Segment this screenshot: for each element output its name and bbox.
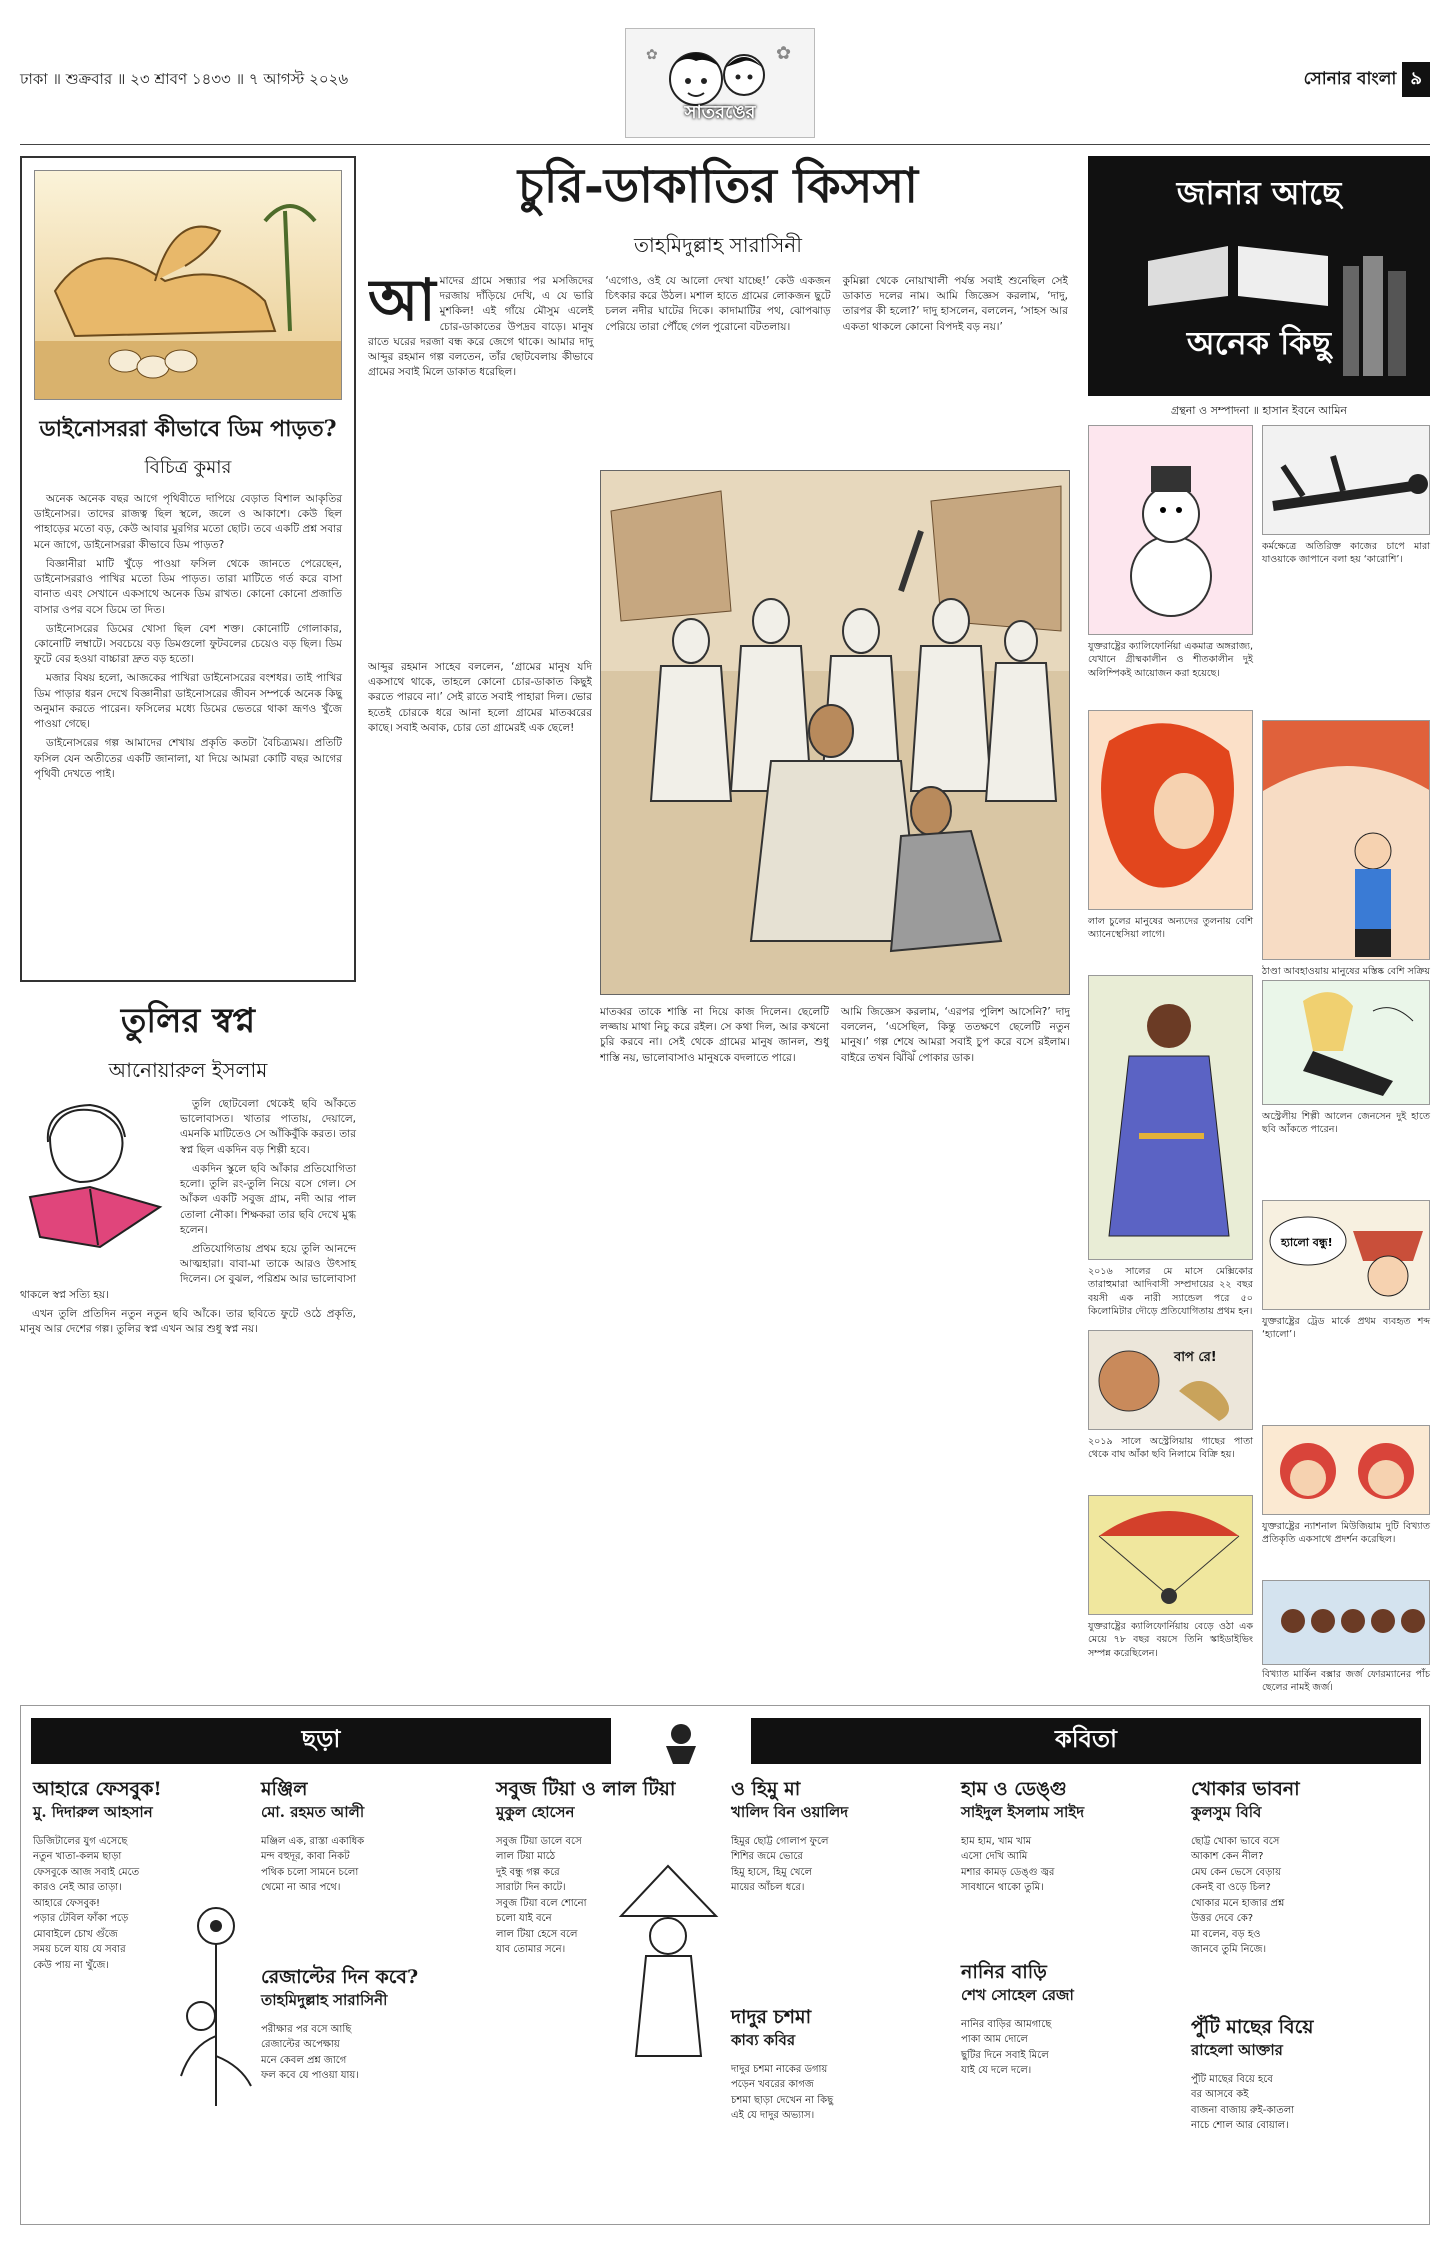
paragraph: ডাইনোসরের ডিমের খোসা ছিল বেশ শক্ত। কোনোটি গোলাকার, কোনোটি লম্বাটে। সবচেয়ে বড় ডিমগুলো ফুটবলের চেয়েও বড় ছিল। ডিম ফুটে বের হওয়া বাচ্চারা দ্রুত বড় হতো। — [34, 622, 342, 666]
poem-title: পুঁটি মাছের বিয়ে — [1191, 2016, 1314, 2038]
poem-line: আকাশ কেন নীল? — [1191, 1851, 1264, 1863]
fact-caption: যুক্তরাষ্ট্রের ন্যাশনাল মিউজিয়াম দুটি বিখ্যাত প্রতিকৃতি একসাথে প্রদর্শন করেছিল। — [1262, 1521, 1430, 1546]
flower-illustration — [161, 1886, 271, 2116]
tulir-author: আনোয়ারুল ইসলাম — [108, 1058, 268, 1082]
poem — [961, 1778, 1176, 1896]
dinosaur-article — [20, 156, 356, 982]
twin-portraits-illustration — [1262, 1425, 1430, 1515]
redhair-illustration — [1088, 710, 1253, 910]
paragraph: অনেক অনেক বছর আগে পৃথিবীতে দাপিয়ে বেড়াত বিশাল আকৃতির ডাইনোসর। তাদের রাজত্ব ছিল স্থলে, জলে ও আকাশে। কেউ ছিল পাহাড়ের মতো বড়, কেউ আবার মুরগির মতো ছোট। তবে একটি প্রশ্ন সবার মনে জাগে, ডাইনোসররা কীভাবে ডিম পাড়ত? — [34, 493, 342, 551]
snowman-icon — [1089, 426, 1253, 635]
fact-caption: বিখ্যাত মার্কিন বক্সার জর্জ ফোরম্যানের পাঁচ ছেলের নামই জর্জ। — [1262, 1669, 1430, 1694]
boxer-family-icon — [1263, 1581, 1430, 1665]
poem-author: শেখ সোহেল রেজা — [961, 1985, 1074, 2004]
poem-title: হাম ও ডেঙ্গু — [961, 1778, 1067, 1800]
poem-line: হাম হাম, খাম খাম — [961, 1835, 1032, 1847]
poem-lines — [1191, 1834, 1416, 1958]
fact-caption: যুক্তরাষ্ট্রের ক্যালিফোর্নিয়ায় বেড়ে ওঠা এক মেয়ে ৭৮ বছর বয়সে তিনি স্কাইডাইভিং সম্পন্ন করেছিলেন। — [1088, 1621, 1253, 1659]
farmer-illustration — [616, 1856, 721, 2076]
poem-author: মু. দিদারুল আহসান — [33, 1802, 153, 1821]
poem-title: রেজাল্টের দিন কবে? — [261, 1966, 419, 1988]
poem-line: খোকার মনে হাজার প্রশ্ন — [1191, 1897, 1285, 1909]
hello-bubble: হ্যালো বন্ধু! — [1281, 1236, 1333, 1249]
crowd-thief-icon — [601, 471, 1070, 995]
cold-brain-illustration — [1262, 720, 1430, 960]
story-column — [368, 274, 593, 529]
poem-line: লাল টিয়া মাঠে — [496, 1851, 556, 1863]
poem-line: হিমুর ছোট্ট গোলাপ ফুলে — [731, 1835, 829, 1847]
girl-reading-icon — [20, 1097, 170, 1267]
poem-author: মুকুল হোসেন — [496, 1802, 575, 1821]
paper-id — [1304, 62, 1430, 97]
poem-line: উত্তর দেবে কে? — [1191, 1913, 1254, 1925]
poem — [961, 1961, 1176, 2079]
story-text: মাদের গ্রামে সন্ধ্যার পর মসজিদের দরজায় দাঁড়িয়ে দেখি, এ যে ভারি মুশকিল! এই গাঁয়ে মৌসুম এলেই চোর-ডাকাতের উপদ্রব বাড়ে। মানুষ রাতে ঘরের দরজা বন্ধ করে জেগে থাকে। আমার দাদু আব্দুর রহমান গল্প বলতেন, তাঁর ছোটবেলায় কীভাবে গ্রামের সবাই মিলে ডাকাত ধরেছিল। — [368, 275, 594, 379]
poem-line: ছুটির দিনে সবাই মিলে — [961, 2049, 1049, 2061]
poem-line: যাব তোমার সনে। — [496, 1944, 566, 1956]
poem-line: শিশির জমে ভোরে — [731, 1851, 803, 1863]
story-title: চুরি-ডাকাতির কিসসা — [517, 158, 919, 214]
janar-credit: গ্রন্থনা ও সম্পাদনা ॥ হাসান ইবনে আমিন — [1171, 404, 1347, 417]
poem-lines — [1191, 2072, 1416, 2134]
poem-line: পুঁটি মাছের বিয়ে হবে — [1191, 2073, 1273, 2085]
masthead — [20, 28, 1430, 138]
janar-title-line1: জানার আছে — [1176, 174, 1342, 212]
poem-line: কেনই বা ওড়ে চিল? — [1191, 1882, 1271, 1894]
paragraph: বিজ্ঞানীরা মাটি খুঁড়ে পাওয়া ফসিল থেকে জানতে পেরেছেন, ডাইনোসররাও পাখির মতো ডিম পাড়ত। তারা মাটিতে গর্ত করে বাসা বানাত এবং সেখানে একসাথে অনেক ডিম রাখত। কোনো কোনো প্রজাতি বাসার ওপর বসে ডিমে তা দিত। — [34, 557, 342, 616]
poem-line: কেউ পায় না খুঁজে। — [33, 1959, 109, 1971]
dinosaur-author: বিচিত্র কুমার — [144, 457, 232, 478]
poem-author: সাইদুল ইসলাম সাইদ — [961, 1802, 1085, 1821]
poem-line: মেঘ কেন ভেসে বেড়ায় — [1191, 1866, 1282, 1878]
poem-author: মো. রহমত আলী — [261, 1802, 365, 1821]
janar-ache-header — [1088, 156, 1430, 396]
poem-line: মনে কেবল প্রশ্ন জাগে — [261, 2054, 347, 2066]
story-column: ‘এগোও, ওই যে আলো দেখা যাচ্ছে!’ কেউ একজন চিৎকার করে উঠল। মশাল হাতে গ্রামের লোকজন ছুটে চলল নদীর ঘাটের দিকে। কাদামাটির পথ, ঝোপঝাড় পেরিয়ে তারা পৌঁছে গেল পুরোনো বটতলায়। — [605, 275, 831, 333]
poem-line: ডিজিটালের যুগ এসেছে — [33, 1835, 128, 1847]
leaf-tiger-icon — [1089, 1331, 1253, 1430]
fact-caption: অস্ট্রেলীয় শিল্পী আলেন জেনসেন দুই হাতে ছবি আঁকতে পারেন। — [1262, 1111, 1430, 1136]
poem-line: দুই বন্ধু গল্প করে — [496, 1866, 560, 1878]
poem — [261, 1966, 481, 2084]
story-author: তাহমিদুল্লাহ সারাসিনী — [634, 233, 802, 257]
poem-line: জানবে তুমি নিজে। — [1191, 1944, 1267, 1956]
poem-line: এই যে দাদুর অভ্যাস। — [731, 2110, 815, 2122]
poem-title: ও হিমু মা — [731, 1778, 801, 1800]
poem-lines — [731, 1834, 946, 1896]
boxer-illustration — [1262, 1580, 1430, 1665]
kobita-banner: কবিতা — [751, 1718, 1421, 1764]
poem-lines — [731, 2062, 946, 2124]
paper-name: সোনার বাংলা — [1303, 68, 1397, 89]
poem-lines — [496, 1834, 596, 1958]
paragraph: ডাইনোসরের গল্প আমাদের শেখায় প্রকৃতি কতটা বৈচিত্র্যময়। প্রতিটি ফসিল যেন অতীতের একটি জানালা, যা দিয়ে আমরা কোটি বছর আগের পৃথিবী দেখতে পাই। — [34, 737, 342, 780]
poem-line: এসো দেখি আমি — [961, 1851, 1028, 1863]
story-column: মাতব্বর তাকে শাস্তি না দিয়ে কাজ দিলেন। ছেলেটি লজ্জায় মাথা নিচু করে রইল। সে কথা দিল, আর কখনো চুরি করবে না। সেই থেকে গ্রামের মানুষ জানল, শুধু শাস্তি নয়, ভালোবাসাও মানুষকে বদলাতে পারে। — [600, 1006, 829, 1064]
poem-line: সবুজ টিয়া বলে শোনো — [496, 1897, 587, 1909]
poem-line: কারও নেই আর তাড়া। — [33, 1882, 122, 1894]
twohand-artist-illustration — [1262, 980, 1430, 1105]
dinosaur-illustration — [34, 170, 342, 400]
hello-cowboy-illustration — [1262, 1200, 1430, 1310]
poem-author: কাব্য কবির — [731, 2030, 796, 2049]
poem-line: চলো যাই বনে — [496, 1913, 552, 1925]
rhymes-poems-section — [20, 1705, 1430, 2225]
paragraph: এখন তুলি প্রতিদিন নতুন নতুন ছবি আঁকে। তার ছবিতে ফুটে ওঠে প্রকৃতি, মানুষ আর দেশের গল্প। তুলির স্বপ্ন এখন আর শুধু স্বপ্ন নয়। — [20, 1307, 356, 1336]
poem-line: রেজাল্টের অপেক্ষায় — [261, 2039, 340, 2051]
story-column: কুমিল্লা থেকে নোয়াখালী পর্যন্ত সবাই শুনেছিল সেই ডাকাত দলের নাম। আমি জিজ্ঞেস করলাম, ‘দাদু, তারপর কী হলো?’ দাদু হাসলেন, বললেন, ‘সাহস আর একতা থাকলে কোনো বিপদই বড় নয়।’ — [842, 275, 1068, 333]
paragraph: প্রতিযোগিতায় প্রথম হয়ে তুলি আনন্দে আত্মহারা। বাবা-মা তাকে আরও উৎসাহ দিলেন। সে বুঝল, পরিশ্রম আর ভালোবাসা থাকলে স্বপ্ন সত্যি হয়। — [20, 1242, 356, 1301]
poem-line: লাল টিয়া হেসে বলে — [496, 1928, 578, 1940]
story-lower-columns — [368, 660, 592, 1690]
poem-line: আহারে ফেসবুক! — [33, 1897, 101, 1909]
poem-line: থেমো না আর পথে। — [261, 1882, 341, 1894]
paragraph: মজার বিষয় হলো, আজকের পাখিরা ডাইনোসরের বংশধর। তাই পাখির ডিম পাড়ার ধরন দেখে বিজ্ঞানীরা ডাইনোসরের জীবন সম্পর্কে অনেক কিছু অনুমান করতে পারেন। ফসিলের মধ্যে ডিমের ভেতরে থাকা ভ্রূণও খুঁজে পাওয়া গেছে। — [34, 672, 342, 731]
child-swing-icon — [621, 1716, 741, 1766]
tulir-title: তুলির স্বপ্ন — [120, 1001, 256, 1041]
poem — [731, 1778, 946, 1896]
poem-line: মায়ের আঁচল ধরে। — [731, 1882, 805, 1894]
poem-title: দাদুর চশমা — [731, 2006, 812, 2028]
poem — [1191, 1778, 1416, 1958]
red-hair-woman-icon — [1089, 711, 1253, 910]
poem-lines — [261, 1834, 471, 1896]
snowman-illustration — [1088, 425, 1253, 635]
fact-caption: কর্মক্ষেত্রে অতিরিক্ত কাজের চাপে মারা যাওয়াকে জাপানে বলা হয় ‘কারোশি’। — [1262, 541, 1430, 566]
girl-reading-illustration — [20, 1097, 170, 1267]
poem — [731, 2006, 946, 2124]
runner-woman-illustration — [1088, 975, 1253, 1260]
poem-line: ফল কবে যে পাওয়া যায়। — [261, 2070, 359, 2082]
poem-author: কুলসুম বিবি — [1191, 1802, 1262, 1821]
fact-caption: যুক্তরাষ্ট্রের ক্যালিফোর্নিয়া একমাত্র অঙ্গরাজ্য, যেখানে গ্রীষ্মকালীন ও শীতকালীন দুই অলিম্পিকই আয়োজন করা হয়েছে। — [1088, 641, 1253, 679]
paragraph: তুলি ছোটবেলা থেকেই ছবি আঁকতে ভালোবাসত। খাতার পাতায়, দেয়ালে, এমনকি মাটিতেও সে আঁকিবুঁকি করত। তার স্বপ্ন ছিল একদিন বড় শিল্পী হবে। — [180, 1098, 356, 1156]
swing-child-illustration — [621, 1716, 741, 1766]
poem-line: পড়েন খবরের কাগজ — [731, 2079, 814, 2091]
poem-line: নতুন খাতা-কলম ছাড়া — [33, 1851, 122, 1863]
poem-line: পাকা আম দোলে — [961, 2034, 1028, 2046]
fact-caption: ঠাণ্ডা আবহাওয়ায় মানুষের মস্তিষ্ক বেশি সক্রিয় — [1262, 966, 1430, 977]
poem-lines — [961, 1834, 1176, 1896]
poem-line: সাবধানে থাকো তুমি। — [961, 1882, 1044, 1894]
karoshi-illustration — [1262, 425, 1430, 535]
artist-woman-icon — [1263, 981, 1430, 1105]
poem-author: খালিদ বিন ওয়ালিদ — [731, 1802, 849, 1821]
fallen-worker-icon — [1263, 426, 1430, 535]
tulir-article — [20, 995, 356, 1341]
top-rule — [20, 144, 1430, 145]
poem — [261, 1778, 471, 1896]
poem-line: মঞ্জিল এক, রাস্তা একাধিক — [261, 1835, 365, 1847]
poem-line: সবুজ টিয়া ডালে বসে — [496, 1835, 582, 1847]
tiger-leaves-illustration — [1088, 1330, 1253, 1430]
paragraph: একদিন স্কুলে ছবি আঁকার প্রতিযোগিতা হলো। তুলি রং-তুলি নিয়ে বসে গেল। সে আঁকল একটি সবুজ গ্রাম, নদী আর পাল তোলা নৌকা। শিক্ষকরা তার ছবি দেখে মুগ্ধ হলেন। — [180, 1162, 356, 1236]
dinosaur-body — [34, 492, 342, 782]
fact-caption: লাল চুলের মানুষের অন্যদের তুলনায় বেশি অ্যানেস্থেসিয়া লাগে। — [1088, 916, 1253, 941]
poem-line: দাদুর চশমা নাকের ডগায় — [731, 2063, 828, 2075]
poem-title: মঞ্জিল — [261, 1778, 308, 1800]
poem-line: সময় চলে যায় যে সবার — [33, 1944, 126, 1956]
farmer-hat-icon — [616, 1856, 721, 2076]
fact-caption: ২০১৯ সালে অস্ট্রেলিয়ায় গাছের পাতা থেকে বাঘ আঁকা ছবি নিলামে বিক্রি হয়। — [1088, 1436, 1253, 1461]
dinosaur-title: ডাইনোসররা কীভাবে ডিম পাড়ত? — [39, 416, 337, 442]
poem-line: মন্দ বহুদূর, কাবা নিকট — [261, 1851, 350, 1863]
poem-lines — [261, 2022, 481, 2084]
story-illustration — [600, 470, 1070, 995]
poem-lines — [961, 2017, 1176, 2079]
story-column: আমি জিজ্ঞেস করলাম, ‘এরপর পুলিশ আসেনি?’ দাদু বললেন, ‘এসেছিল, কিন্তু ততক্ষণে ছেলেটি নতুন মানুষ।’ গল্প শেষে আমরা সবাই চুপ করে বসে রইলাম। বাইরে তখন ঝিঁঝিঁ পোকার ডাক। — [841, 1006, 1070, 1064]
poem-line: পথিক চলো সামনে চলো — [261, 1866, 359, 1878]
section-logo-text: সাতরঙের — [684, 102, 756, 123]
poem-line: পরীক্ষার পর বসে আছি — [261, 2023, 352, 2035]
dinosaur-icon — [35, 171, 342, 400]
poem-title: খোকার ভাবনা — [1191, 1778, 1300, 1800]
poem-line: ফেসবুকে আজ সবাই মেতে — [33, 1866, 140, 1878]
chhora-banner: ছড়া — [31, 1718, 611, 1764]
man-in-cold-icon — [1263, 721, 1430, 960]
dropcap: আ — [368, 274, 436, 334]
poem-line: বাজনা বাজায় রুই-কাতলা — [1191, 2104, 1295, 2116]
poem-title: আহারে ফেসবুক! — [33, 1778, 162, 1800]
poem-line: যাই যে দলে দলে। — [961, 2065, 1032, 2077]
woman-sandals-icon — [1089, 976, 1253, 1260]
poem-title: নানির বাড়ি — [961, 1961, 1047, 1983]
svg-text:✿: ✿ — [776, 43, 792, 64]
poem-line: মা বলেন, বড় হও — [1191, 1928, 1261, 1940]
story-column: আব্দুর রহমান সাহেব বললেন, ‘গ্রামের মানুষ যদি একসাথে থাকে, তাহলে কোনো চোর-ডাকাত কিছুই করতে পারবে না।’ সেই রাতে সবাই পাহারা দিল। ভোর হতেই চোরকে ধরে আনা হলো গ্রামের মাতব্বরের কাছে। সবাই অবাক, চোর তো গ্রামেরই এক ছেলে! — [368, 661, 592, 734]
poem-title: সবুজ টিয়া ও লাল টিয়া — [496, 1778, 676, 1800]
story-lower-columns-2 — [600, 1005, 1070, 1690]
cowboy-hello-icon — [1263, 1201, 1430, 1310]
twin-faces-icon — [1263, 1426, 1430, 1515]
poem-line: মশার কামড় ডেঙ্গু জ্বর — [961, 1866, 1055, 1878]
parachute-icon — [1089, 1496, 1253, 1615]
skydive-illustration — [1088, 1495, 1253, 1615]
poem — [1191, 2016, 1416, 2134]
fact-caption: ২০১৬ সালের মে মাসে মেক্সিকোর তারাহুমারা আদিবাসী সম্প্রদায়ের ২২ বছর বয়সী এক নারী স্যান্ডেল পরে ৫০ কিলোমিটার দৌড়ে প্রতিযোগিতায় প্রথম হন। — [1088, 1266, 1253, 1317]
section-logo — [625, 28, 815, 138]
poem-line: বর আসবে কই — [1191, 2089, 1249, 2101]
poem-line: ছোট্ট খোকা ভাবে বসে — [1191, 1835, 1280, 1847]
poem-author: রাহেলা আক্তার — [1191, 2040, 1283, 2059]
poem-line: চশমা ছাড়া দেখেন না কিছু — [731, 2094, 834, 2106]
fact-caption: যুক্তরাষ্ট্রের ট্রেড মার্কে প্রথম ব্যবহৃত শব্দ ‘হ্যালো’। — [1262, 1316, 1430, 1341]
janar-title-line2: অনেক কিছু — [1186, 324, 1332, 362]
poem-line: নাচে শোল আর বোয়াল। — [1191, 2120, 1289, 2132]
dateline: ঢাকা ॥ শুক্রবার ॥ ২৩ শ্রাবণ ১৪৩৩ ॥ ৭ আগস্ট ২০২৬ — [20, 70, 349, 88]
poem-line: মোবাইলে চোখ গুঁজে — [33, 1928, 118, 1940]
poem-line: পড়ার টেবিল ফাঁকা পড়ে — [33, 1913, 129, 1925]
poem-line: নানির বাড়ির আমগাছে — [961, 2018, 1052, 2030]
svg-text:✿: ✿ — [646, 47, 658, 63]
poem-line: হিমু হাসে, হিমু খেলে — [731, 1866, 812, 1878]
flower-icon — [161, 1886, 271, 2116]
poem-author: তাহমিদুল্লাহ সারাসিনী — [261, 1990, 388, 2009]
poem-line: সারাটা দিন কাটে। — [496, 1882, 566, 1894]
bap-re-label: বাপ রে! — [1174, 1350, 1217, 1365]
page-number: ৯ — [1402, 62, 1430, 97]
